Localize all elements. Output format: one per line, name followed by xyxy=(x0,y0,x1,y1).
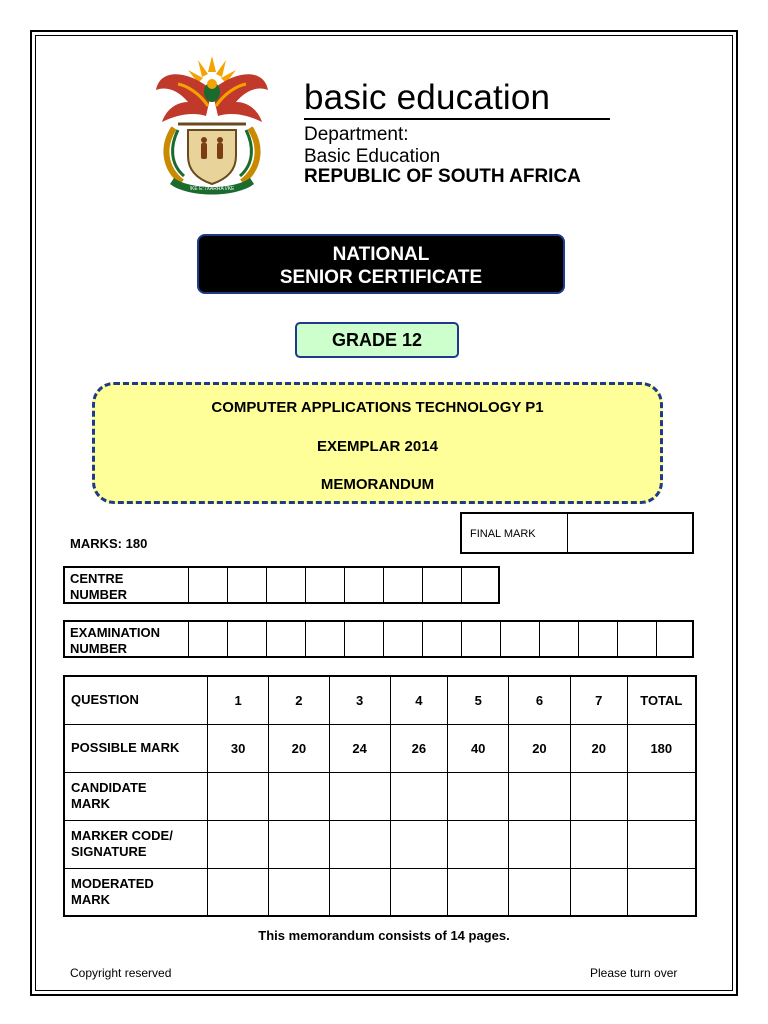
examination-number-label: EXAMINATION NUMBER xyxy=(65,622,189,656)
examination-number-cell[interactable] xyxy=(189,622,228,656)
marker-code-cell[interactable] xyxy=(509,820,571,868)
possible-mark-total: 180 xyxy=(627,724,696,772)
candidate-mark-cell[interactable] xyxy=(448,772,509,820)
candidate-mark-cell[interactable] xyxy=(268,772,329,820)
centre-number-label: CENTRE NUMBER xyxy=(65,568,189,602)
examination-number-cell[interactable] xyxy=(618,622,657,656)
centre-number-cell[interactable] xyxy=(462,568,498,602)
final-mark-label: FINAL MARK xyxy=(462,514,568,552)
centre-number-cell[interactable] xyxy=(306,568,345,602)
centre-number-cell[interactable] xyxy=(384,568,423,602)
moderated-mark-cell[interactable] xyxy=(570,868,627,916)
marker-code-label: MARKER CODE/ SIGNATURE xyxy=(64,820,208,868)
brand-title: basic education xyxy=(304,78,551,117)
certificate-line-2: SENIOR CERTIFICATE xyxy=(279,267,483,288)
examination-number-cell[interactable] xyxy=(423,622,462,656)
examination-number-cell[interactable] xyxy=(657,622,692,656)
examination-number-cell[interactable] xyxy=(306,622,345,656)
question-number: 4 xyxy=(390,676,448,724)
question-number: 7 xyxy=(570,676,627,724)
moderated-mark-cell[interactable] xyxy=(268,868,329,916)
department-label: Department: xyxy=(304,124,409,145)
possible-mark-value: 20 xyxy=(509,724,571,772)
candidate-mark-cell[interactable] xyxy=(509,772,571,820)
candidate-mark-cell[interactable] xyxy=(208,772,269,820)
table-row-marker-code xyxy=(64,820,696,868)
marker-code-cell[interactable] xyxy=(329,820,390,868)
final-mark-box xyxy=(460,512,694,554)
possible-mark-value: 20 xyxy=(570,724,627,772)
marker-code-cell[interactable] xyxy=(627,820,696,868)
marker-code-cell[interactable] xyxy=(208,820,269,868)
turn-over-text: Please turn over xyxy=(590,966,678,980)
candidate-mark-cell[interactable] xyxy=(390,772,448,820)
centre-number-cell[interactable] xyxy=(345,568,384,602)
examination-number-row xyxy=(63,620,694,658)
marker-code-cell[interactable] xyxy=(448,820,509,868)
total-marks: MARKS: 180 xyxy=(70,536,148,551)
moderated-mark-cell[interactable] xyxy=(390,868,448,916)
copyright-text: Copyright reserved xyxy=(70,966,172,980)
centre-number-cell[interactable] xyxy=(189,568,228,602)
results-table xyxy=(63,675,697,917)
centre-number-cell[interactable] xyxy=(423,568,462,602)
centre-number-cell[interactable] xyxy=(228,568,267,602)
crest-motto: !KE E: /XARRA //KE xyxy=(189,186,235,192)
candidate-mark-cell[interactable] xyxy=(627,772,696,820)
subject-panel xyxy=(92,382,663,504)
marker-code-cell[interactable] xyxy=(268,820,329,868)
table-row-possible-mark xyxy=(64,724,696,772)
question-number: 5 xyxy=(448,676,509,724)
table-row-moderated-mark xyxy=(64,868,696,916)
examination-number-cell[interactable] xyxy=(345,622,384,656)
grade-badge: GRADE 12 xyxy=(295,322,459,358)
possible-mark-value: 24 xyxy=(329,724,390,772)
moderated-mark-cell[interactable] xyxy=(509,868,571,916)
certificate-line-1: NATIONAL xyxy=(332,244,430,265)
moderated-mark-cell[interactable] xyxy=(329,868,390,916)
table-row-question xyxy=(64,676,696,724)
certificate-banner xyxy=(197,234,565,294)
brand-divider xyxy=(304,118,610,120)
possible-mark-value: 30 xyxy=(208,724,269,772)
subject-title: COMPUTER APPLICATIONS TECHNOLOGY P1 xyxy=(211,399,544,416)
examination-number-cell[interactable] xyxy=(579,622,618,656)
centre-number-row xyxy=(63,566,500,604)
examination-number-cell[interactable] xyxy=(501,622,540,656)
total-header: TOTAL xyxy=(627,676,696,724)
marker-code-cell[interactable] xyxy=(570,820,627,868)
moderated-mark-cell[interactable] xyxy=(208,868,269,916)
examination-number-cell[interactable] xyxy=(384,622,423,656)
document-type: MEMORANDUM xyxy=(320,476,435,493)
moderated-mark-cell[interactable] xyxy=(448,868,509,916)
candidate-mark-cell[interactable] xyxy=(329,772,390,820)
examination-number-cell[interactable] xyxy=(462,622,501,656)
pages-note: This memorandum consists of 14 pages. xyxy=(258,928,510,943)
examination-number-cell[interactable] xyxy=(228,622,267,656)
possible-mark-label: POSSIBLE MARK xyxy=(64,724,208,772)
question-number: 6 xyxy=(509,676,571,724)
possible-mark-value: 40 xyxy=(448,724,509,772)
possible-mark-value: 26 xyxy=(390,724,448,772)
exam-title: EXEMPLAR 2014 xyxy=(317,438,438,455)
examination-number-cell[interactable] xyxy=(540,622,579,656)
coat-of-arms-icon xyxy=(148,50,276,200)
examination-number-cell[interactable] xyxy=(267,622,306,656)
moderated-mark-label: MODERATED MARK xyxy=(64,868,208,916)
final-mark-field[interactable] xyxy=(568,514,692,552)
centre-number-cell[interactable] xyxy=(267,568,306,602)
candidate-mark-label: CANDIDATE MARK xyxy=(64,772,208,820)
candidate-mark-cell[interactable] xyxy=(570,772,627,820)
moderated-mark-cell[interactable] xyxy=(627,868,696,916)
question-number: 2 xyxy=(268,676,329,724)
question-number: 1 xyxy=(208,676,269,724)
question-number: 3 xyxy=(329,676,390,724)
question-header: QUESTION xyxy=(64,676,208,724)
department-name: Basic Education xyxy=(304,146,441,167)
possible-mark-value: 20 xyxy=(268,724,329,772)
table-row-candidate-mark xyxy=(64,772,696,820)
marker-code-cell[interactable] xyxy=(390,820,448,868)
country-name: REPUBLIC OF SOUTH AFRICA xyxy=(304,166,581,187)
